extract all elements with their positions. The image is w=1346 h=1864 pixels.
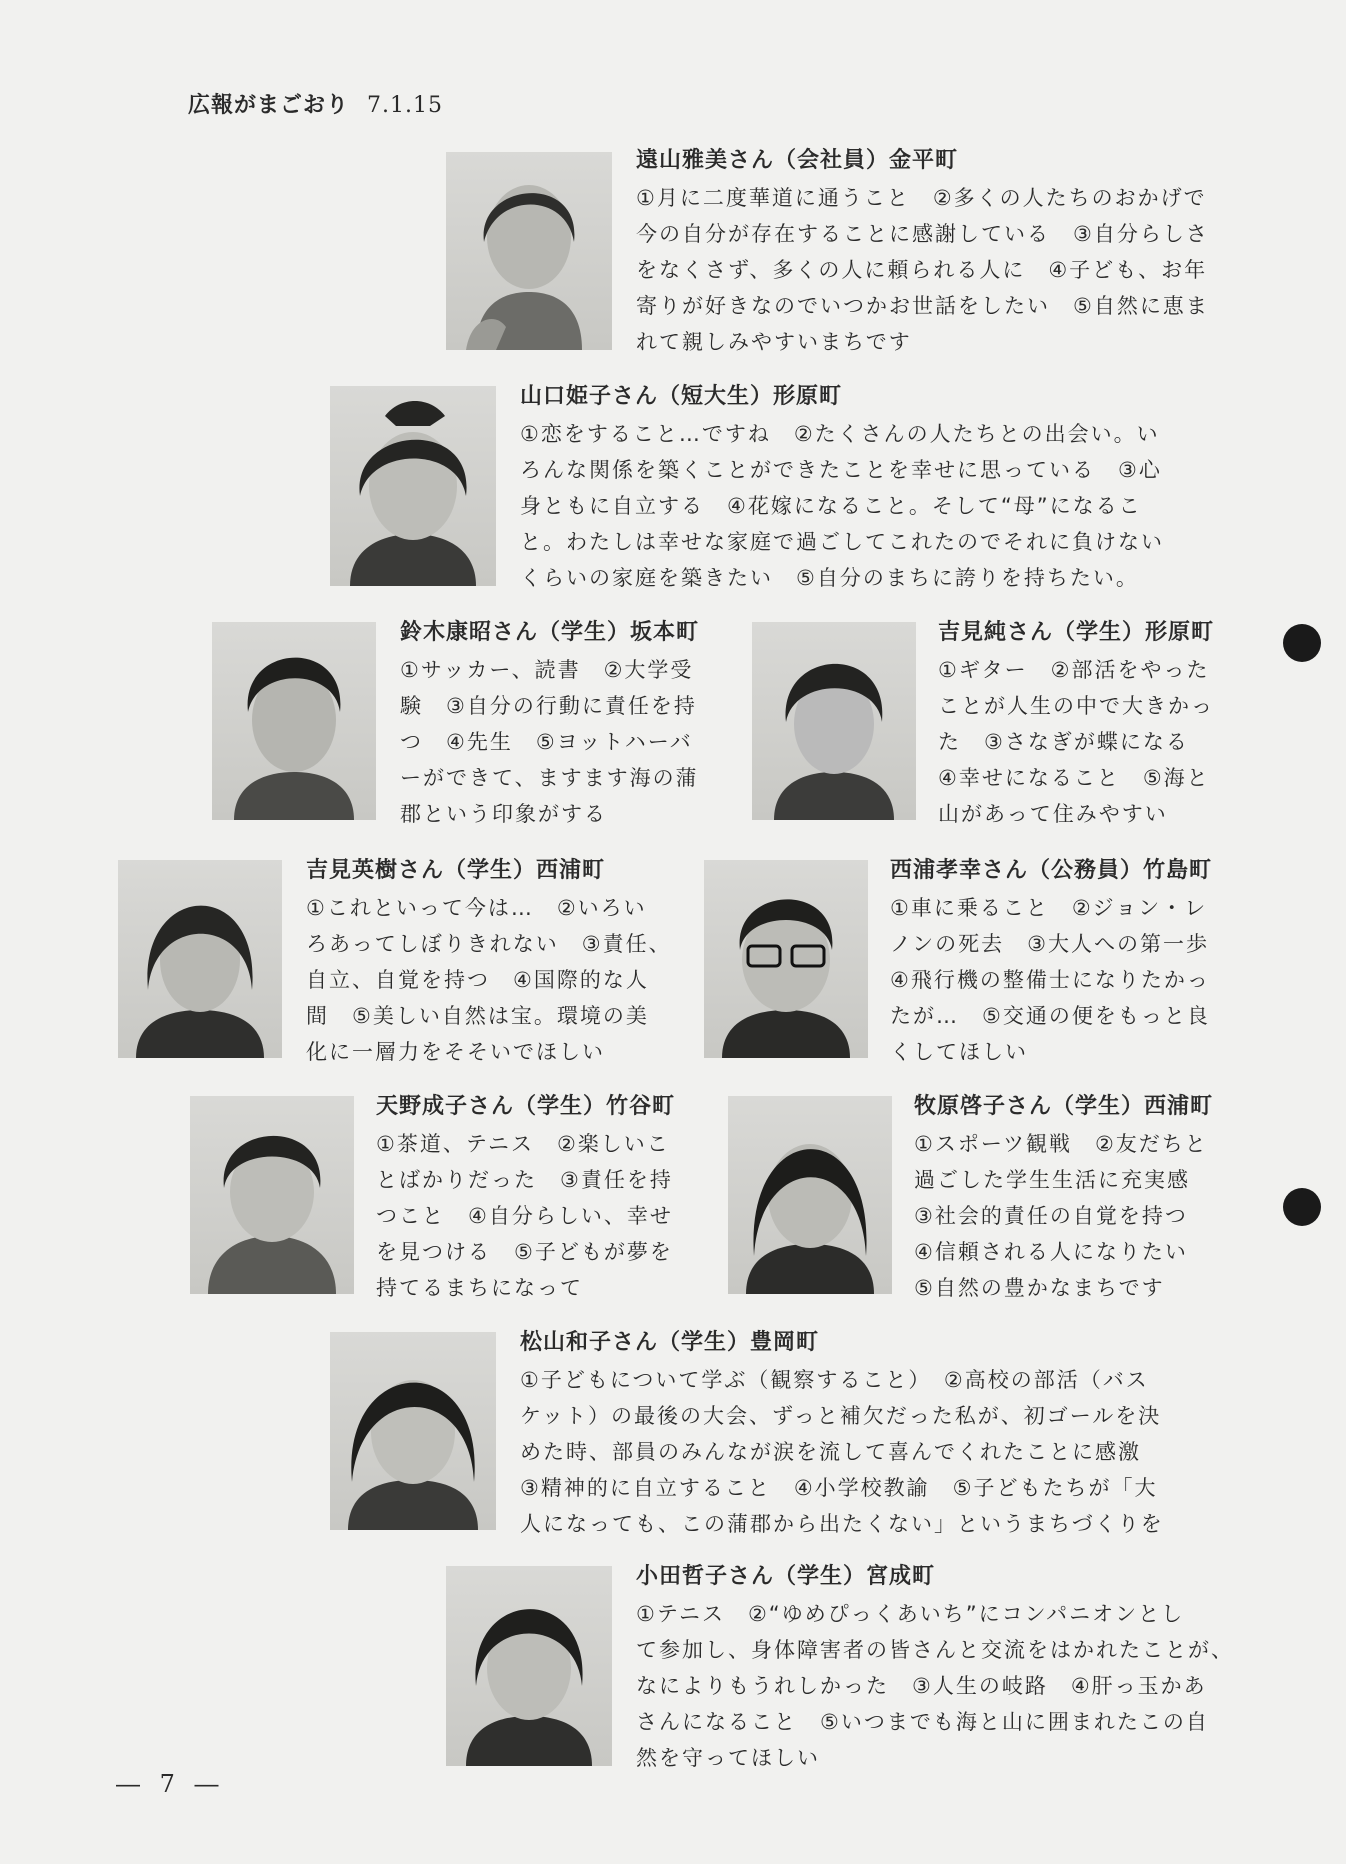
answer-line: をなくさず、多くの人に頼られる人に ④子ども、お年 [636, 258, 1208, 282]
answer-line: 山があって住みやすい [938, 802, 1168, 826]
answer-line: ①ギター ②部活をやった [938, 658, 1210, 682]
portrait-icon [446, 1566, 612, 1766]
profile-answers [306, 890, 672, 1070]
portrait-photo [212, 622, 376, 820]
answer-line: ①スポーツ観戦 ②友だちと [914, 1132, 1208, 1156]
answer-line: くしてほしい [890, 1040, 1028, 1064]
answer-line: ①これといって今は… ②いろい [306, 896, 647, 920]
profile-answers [520, 416, 1164, 596]
answer-line: 自立、自覚を持つ ④国際的な人 [306, 968, 649, 992]
answer-line: を見つける ⑤子どもが夢を [376, 1240, 673, 1264]
profile-name: 松山和子さん（学生）豊岡町 [520, 1330, 820, 1355]
answer-line: ①茶道、テニス ②楽しいこ [376, 1132, 670, 1156]
binding-hole-top [1283, 624, 1321, 662]
answer-line: ①恋をすること…ですね ②たくさんの人たちとの出会い。い [520, 422, 1160, 446]
portrait-photo [330, 1332, 496, 1530]
answer-line: めた時、部員のみんなが涙を流して喜んでくれたことに感激 [520, 1440, 1141, 1464]
answer-line: ①子どもについて学ぶ（観察すること） ②高校の部活（バス [520, 1368, 1149, 1392]
answer-line: ③社会的責任の自覚を持つ [914, 1204, 1188, 1228]
answer-line: ケット）の最後の大会、ずっと補欠だった私が、初ゴールを決 [520, 1404, 1162, 1428]
answer-line: ④信頼される人になりたい [914, 1240, 1188, 1264]
profile-name: 天野成子さん（学生）竹谷町 [376, 1094, 676, 1119]
portrait-icon [190, 1096, 354, 1294]
answer-line: ④飛行機の整備士になりたかっ [890, 968, 1210, 992]
portrait-icon [728, 1096, 892, 1294]
profile-answers [520, 1362, 1164, 1542]
answer-line: 間 ⑤美しい自然は宝。環境の美 [306, 1004, 649, 1028]
profile-name: 遠山雅美さん（会社員）金平町 [636, 148, 959, 173]
portrait-photo [704, 860, 868, 1058]
profile-name: 牧原啓子さん（学生）西浦町 [914, 1094, 1214, 1119]
answer-line: なによりもうれしかった ③人生の岐路 ④肝っ玉かあ [636, 1674, 1207, 1698]
portrait-icon [704, 860, 868, 1058]
answer-line: 然を守ってほしい [636, 1746, 820, 1770]
portrait-photo [728, 1096, 892, 1294]
profile-answers [376, 1126, 675, 1306]
profile-answers [636, 1596, 1234, 1776]
answer-line: くらいの家庭を築きたい ⑤自分のまちに誇りを持ちたい。 [520, 566, 1139, 590]
answer-line: 験 ③自分の行動に責任を持 [400, 694, 697, 718]
portrait-icon [446, 152, 612, 350]
portrait-icon [212, 622, 376, 820]
portrait-icon [330, 1332, 496, 1530]
answer-line: 化に一層力をそそいでほしい [306, 1040, 605, 1064]
answer-line: つ ④先生 ⑤ヨットハーバ [400, 730, 693, 754]
answer-line: とばかりだった ③責任を持 [376, 1168, 673, 1192]
page-header [188, 88, 443, 119]
binding-hole-bottom [1283, 1188, 1321, 1226]
answer-line: 今の自分が存在することに感謝している ③自分らしさ [636, 222, 1209, 246]
answer-line: た ③さなぎが蝶になる [938, 730, 1189, 754]
profile-answers [400, 652, 699, 832]
answer-line: ④幸せになること ⑤海と [938, 766, 1210, 790]
portrait-photo [446, 152, 612, 350]
answer-line: 郡という印象がする [400, 802, 607, 826]
page-number: ― 7 ― [116, 1770, 225, 1798]
answer-line: て参加し、身体障害者の皆さんと交流をはかれたことが、 [636, 1638, 1234, 1662]
answer-line: ろあってしぼりきれない ③責任、 [306, 932, 672, 956]
answer-line: と。わたしは幸せな家庭で過ごしてこれたのでそれに負けない [520, 530, 1164, 554]
profile-name: 吉見純さん（学生）形原町 [938, 620, 1215, 645]
portrait-icon [330, 386, 496, 586]
answer-line: ーができて、ますます海の蒲 [400, 766, 699, 790]
answer-line: 過ごした学生生活に充実感 [914, 1168, 1190, 1192]
answer-line: 人になっても、この蒲郡から出たくない」というまちづくりを [520, 1512, 1164, 1536]
answer-line: ①月に二度華道に通うこと ②多くの人たちのおかげで [636, 186, 1207, 210]
answer-line: たが… ⑤交通の便をもっと良 [890, 1004, 1210, 1028]
profile-answers [938, 652, 1214, 832]
answer-line: ①車に乗ること ②ジョン・レ [890, 896, 1208, 920]
issue-date: 7.1.15 [367, 93, 443, 118]
answer-line: ノンの死去 ③大人への第一歩 [890, 932, 1209, 956]
answer-line: 身ともに自立する ④花嫁になること。そして“母”になるこ [520, 494, 1142, 518]
answer-line: ろんな関係を築くことができたことを幸せに思っている ③心 [520, 458, 1162, 482]
answer-line: ことが人生の中で大きかっ [938, 694, 1214, 718]
profile-answers [914, 1126, 1213, 1306]
portrait-photo [752, 622, 916, 820]
answer-line: さんになること ⑤いつまでも海と山に囲まれたこの自 [636, 1710, 1209, 1734]
portrait-photo [190, 1096, 354, 1294]
portrait-photo [446, 1566, 612, 1766]
publication-title: 広報がまごおり [188, 93, 350, 118]
profile-name: 小田哲子さん（学生）宮成町 [636, 1564, 936, 1589]
portrait-icon [118, 860, 282, 1058]
profile-name: 西浦孝幸さん（公務員）竹島町 [890, 858, 1213, 883]
answer-line: 持てるまちになって [376, 1276, 583, 1300]
portrait-photo [118, 860, 282, 1058]
portrait-photo [330, 386, 496, 586]
profile-name: 鈴木康昭さん（学生）坂本町 [400, 620, 700, 645]
answer-line: 寄りが好きなのでいつかお世話をしたい ⑤自然に恵ま [636, 294, 1209, 318]
profile-answers [636, 180, 1209, 360]
answer-line: ①テニス ②“ゆめぴっくあいち”にコンパニオンとし [636, 1602, 1185, 1626]
profile-name: 吉見英樹さん（学生）西浦町 [306, 858, 606, 883]
answer-line: ③精神的に自立すること ④小学校教諭 ⑤子どもたちが「大 [520, 1476, 1158, 1500]
profile-name: 山口姫子さん（短大生）形原町 [520, 384, 843, 409]
answer-line: ①サッカー、読書 ②大学受 [400, 658, 694, 682]
profile-answers [890, 890, 1212, 1070]
answer-line: ⑤自然の豊かなまちです [914, 1276, 1165, 1300]
answer-line: れて親しみやすいまちです [636, 330, 912, 354]
answer-line: つこと ④自分らしい、幸せ [376, 1204, 673, 1228]
portrait-icon [752, 622, 916, 820]
